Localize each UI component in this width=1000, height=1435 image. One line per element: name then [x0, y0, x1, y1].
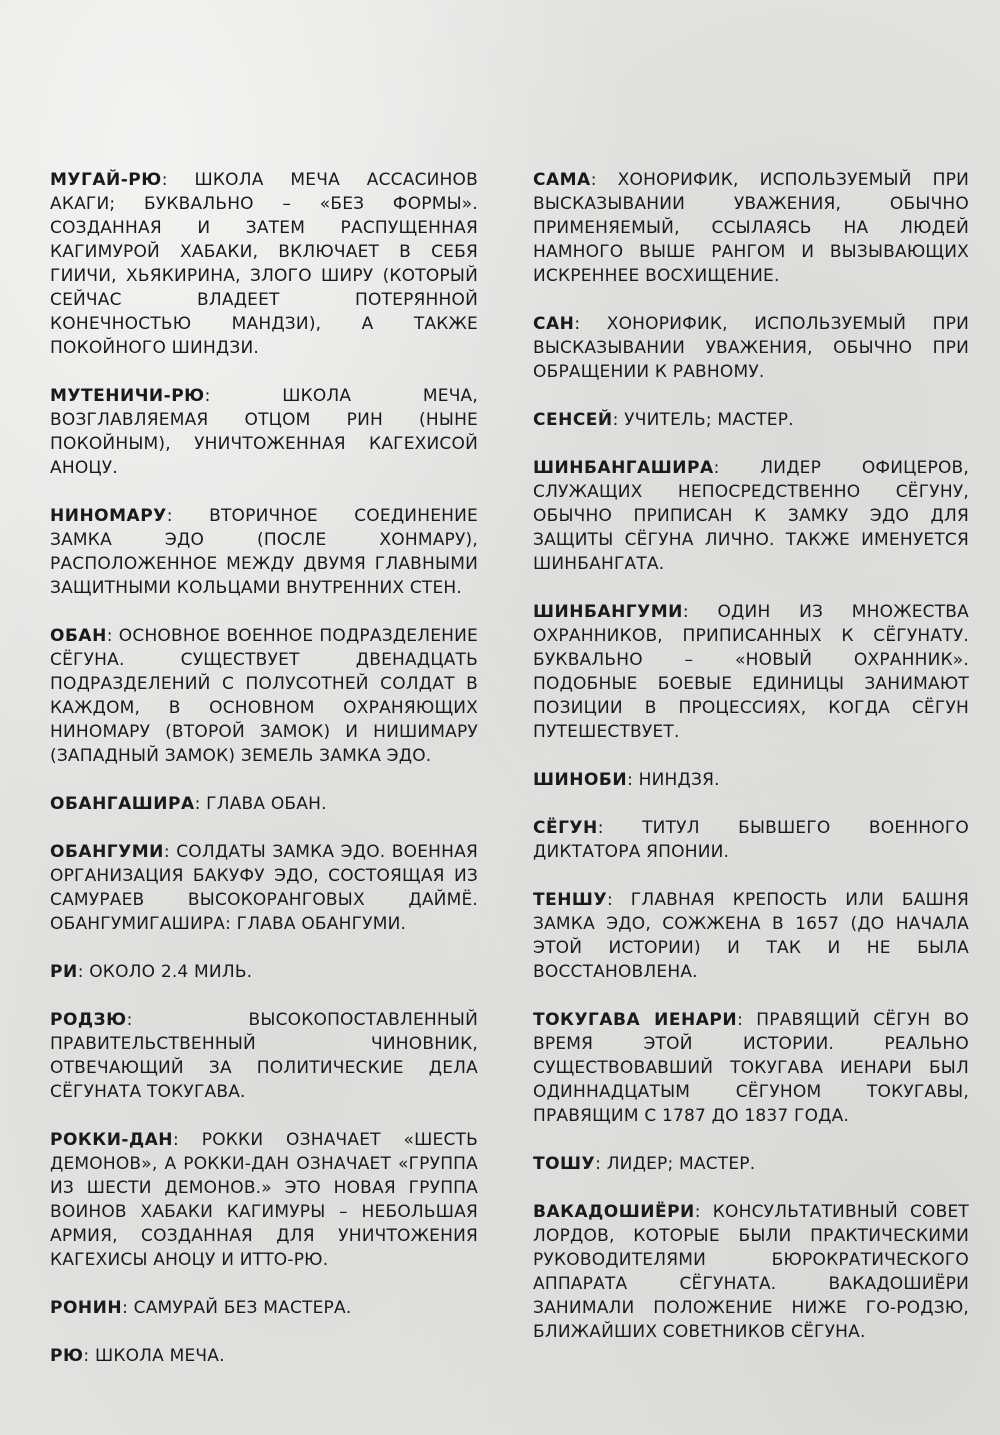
glossary-term: ВАКАДОШИЁРИ	[533, 1202, 695, 1222]
glossary-entry	[50, 1128, 478, 1272]
glossary-entry	[50, 1344, 478, 1368]
glossary-definition: : ХОНОРИФИК, ИСПОЛЬЗУЕМЫЙ ПРИ ВЫСКАЗЫВАНИИ УВАЖЕНИЯ, ОБЫЧНО ПРИ ОБРАЩЕНИИ К РАВНОМУ.	[533, 314, 969, 382]
glossary-definition: : ЛИДЕР ОФИЦЕРОВ, СЛУЖАЩИХ НЕПОСРЕДСТВЕННО СЁГУНУ, ОБЫЧНО ПРИПИСАН К ЗАМКУ ЭДО ДЛЯ ЗАЩИТЫ СЁГУНА ЛИЧНО. ТАКЖЕ ИМЕНУЕТСЯ ШИНБАНГАТА.	[533, 458, 969, 574]
glossary-left-column	[50, 168, 478, 1392]
glossary-definition: : ПРАВЯЩИЙ СЁГУН ВО ВРЕМЯ ЭТОЙ ИСТОРИИ. РЕАЛЬНО СУЩЕСТВОВАВШИЙ ТОКУГАВА ИЕНАРИ БЫЛ ОДИННАДЦАТЫМ СЁГУНОМ ТОКУГАВЫ, ПРАВЯЩИМ С 1787 ДО 1837 ГОДА.	[533, 1010, 969, 1126]
glossary-definition: : ХОНОРИФИК, ИСПОЛЬЗУЕМЫЙ ПРИ ВЫСКАЗЫВАНИИ УВАЖЕНИЯ, ОБЫЧНО ПРИМЕНЯЕМЫЙ, ССЫЛАЯСЬ НА ЛЮДЕЙ НАМНОГО ВЫШЕ РАНГОМ И ВЫЗЫВАЮЩИХ ИСКРЕННЕЕ ВОСХИЩЕНИЕ.	[533, 170, 969, 286]
glossary-term: РЮ	[50, 1346, 84, 1366]
glossary-entry	[533, 1152, 969, 1176]
glossary-term: РИ	[50, 962, 78, 982]
glossary-entry	[50, 792, 478, 816]
glossary-term: ШИНБАНГАШИРА	[533, 458, 714, 478]
glossary-entry	[50, 504, 478, 600]
glossary-definition: : ОКОЛО 2.4 МИЛЬ.	[77, 962, 253, 982]
glossary-term: СЕНСЕЙ	[533, 410, 613, 430]
glossary-term: ШИНОБИ	[533, 770, 628, 790]
glossary-definition: : ОДИН ИЗ МНОЖЕСТВА ОХРАННИКОВ, ПРИПИСАННЫХ К СЁГУНАТУ. БУКВАЛЬНО – «НОВЫЙ ОХРАННИК». ПОДОБНЫЕ БОЕВЫЕ ЕДИНИЦЫ ЗАНИМАЮТ ПОЗИЦИИ В ПРОЦЕССИЯХ, КОГДА СЁГУН ПУТЕШЕСТВУЕТ.	[533, 602, 969, 742]
glossary-entry	[533, 312, 969, 384]
glossary-definition: : КОНСУЛЬТАТИВНЫЙ СОВЕТ ЛОРДОВ, КОТОРЫЕ БЫЛИ ПРАКТИЧЕСКИМИ РУКОВОДИТЕЛЯМИ БЮРОКРАТИЧЕСКОГО АППАРАТА СЁГУНАТА. ВАКАДОШИЁРИ ЗАНИМАЛИ ПОЛОЖЕНИЕ НИЖЕ ГО-РОДЗЮ, БЛИЖАЙШИХ СОВЕТНИКОВ СЁГУНА.	[533, 1202, 969, 1342]
glossary-entry	[533, 768, 969, 792]
glossary-term: МУТЕНИЧИ-РЮ	[50, 386, 205, 406]
glossary-entry	[533, 408, 969, 432]
glossary-right-column	[533, 168, 969, 1368]
glossary-definition: : ЛИДЕР; МАСТЕР.	[595, 1154, 756, 1174]
glossary-entry	[533, 600, 969, 744]
glossary-entry	[50, 384, 478, 480]
glossary-term: ТЕНШУ	[533, 890, 608, 910]
glossary-definition: : ОСНОВНОЕ ВОЕННОЕ ПОДРАЗДЕЛЕНИЕ СЁГУНА. СУЩЕСТВУЕТ ДВЕНАДЦАТЬ ПОДРАЗДЕЛЕНИЙ С ПОЛУСОТНЕЙ СОЛДАТ В КАЖДОМ, В ОСНОВНОМ ОХРАНЯЮЩИХ НИНОМАРУ (ВТОРОЙ ЗАМОК) И НИШИМАРУ (ЗАПАДНЫЙ ЗАМОК) ЗЕМЕЛЬ ЗАМКА ЭДО.	[50, 626, 478, 766]
glossary-term: НИНОМАРУ	[50, 506, 167, 526]
glossary-entry	[533, 888, 969, 984]
glossary-entry	[533, 816, 969, 864]
glossary-entry	[50, 1296, 478, 1320]
glossary-entry	[50, 840, 478, 936]
glossary-entry	[50, 624, 478, 768]
glossary-term: РОНИН	[50, 1298, 123, 1318]
glossary-definition: : ШКОЛА МЕЧА, ВОЗГЛАВЛЯЕМАЯ ОТЦОМ РИН (НЫНЕ ПОКОЙНЫМ), УНИЧТОЖЕННАЯ КАГЕХИСОЙ АНОЦУ.	[50, 386, 478, 478]
glossary-definition: : НИНДЗЯ.	[627, 770, 720, 790]
glossary-term: ТОКУГАВА ИЕНАРИ	[533, 1010, 738, 1030]
glossary-term: РОДЗЮ	[50, 1010, 127, 1030]
glossary-entry	[50, 168, 478, 360]
glossary-definition: : САМУРАЙ БЕЗ МАСТЕРА.	[122, 1298, 352, 1318]
glossary-definition: : ВТОРИЧНОЕ СОЕДИНЕНИЕ ЗАМКА ЭДО (ПОСЛЕ ХОНМАРУ), РАСПОЛОЖЕННОЕ МЕЖДУ ДВУМЯ ГЛАВНЫМИ ЗАЩИТНЫМИ КОЛЬЦАМИ ВНУТРЕННИХ СТЕН.	[50, 506, 478, 598]
glossary-definition: : УЧИТЕЛЬ; МАСТЕР.	[612, 410, 794, 430]
glossary-definition: : ТИТУЛ БЫВШЕГО ВОЕННОГО ДИКТАТОРА ЯПОНИИ.	[533, 818, 969, 862]
glossary-entry	[533, 1008, 969, 1128]
glossary-term: ОБАНГУМИ	[50, 842, 164, 862]
glossary-entry	[533, 1200, 969, 1344]
glossary-definition: : РОККИ ОЗНАЧАЕТ «ШЕСТЬ ДЕМОНОВ», А РОККИ-ДАН ОЗНАЧАЕТ «ГРУППА ИЗ ШЕСТИ ДЕМОНОВ.» ЭТО НОВАЯ ГРУППА ВОИНОВ ХАБАКИ КАГИМУРЫ – НЕБОЛЬШАЯ АРМИЯ, СОЗДАННАЯ ДЛЯ УНИЧТОЖЕНИЯ КАГЕХИСЫ АНОЦУ И ИТТО-РЮ.	[50, 1130, 478, 1270]
glossary-entry	[533, 456, 969, 576]
glossary-term: САМА	[533, 170, 591, 190]
glossary-definition: : ШКОЛА МЕЧА АССАСИНОВ АКАГИ; БУКВАЛЬНО – «БЕЗ ФОРМЫ». СОЗДАННАЯ И ЗАТЕМ РАСПУЩЕННАЯ КАГИМУРОЙ ХАБАКИ, ВКЛЮЧАЕТ В СЕБЯ ГИИЧИ, ХЬЯКИРИНА, ЗЛОГО ШИРУ (КОТОРЫЙ СЕЙЧАС ВЛАДЕЕТ ПОТЕРЯННОЙ КОНЕЧНОСТЬЮ МАНДЗИ), А ТАКЖЕ ПОКОЙНОГО ШИНДЗИ.	[50, 170, 478, 358]
glossary-term: ШИНБАНГУМИ	[533, 602, 683, 622]
glossary-entry	[50, 1008, 478, 1104]
glossary-term: МУГАЙ-РЮ	[50, 170, 162, 190]
glossary-definition: : ГЛАВА ОБАН.	[194, 794, 327, 814]
glossary-definition: : ВЫСОКОПОСТАВЛЕННЫЙ ПРАВИТЕЛЬСТВЕННЫЙ ЧИНОВНИК, ОТВЕЧАЮЩИЙ ЗА ПОЛИТИЧЕСКИЕ ДЕЛА СЁГУНАТА ТОКУГАВА.	[50, 1010, 478, 1102]
glossary-term: САН	[533, 314, 575, 334]
glossary-term: РОККИ-ДАН	[50, 1130, 174, 1150]
glossary-definition: : ГЛАВНАЯ КРЕПОСТЬ ИЛИ БАШНЯ ЗАМКА ЭДО, СОЖЖЕНА В 1657 (ДО НАЧАЛА ЭТОЙ ИСТОРИИ) И ТАК И НЕ БЫЛА ВОССТАНОВЛЕНА.	[533, 890, 969, 982]
glossary-entry	[50, 960, 478, 984]
glossary-entry	[533, 168, 969, 288]
glossary-term: ТОШУ	[533, 1154, 596, 1174]
glossary-term: ОБАН	[50, 626, 107, 646]
glossary-term: СЁГУН	[533, 818, 598, 838]
glossary-definition: : ШКОЛА МЕЧА.	[83, 1346, 225, 1366]
glossary-term: ОБАНГАШИРА	[50, 794, 195, 814]
glossary-definition: : СОЛДАТЫ ЗАМКА ЭДО. ВОЕННАЯ ОРГАНИЗАЦИЯ БАКУФУ ЭДО, СОСТОЯЩАЯ ИЗ САМУРАЕВ ВЫСОКОРАНГОВЫХ ДАЙМЁ. ОБАНГУМИГАШИРА: ГЛАВА ОБАНГУМИ.	[50, 842, 478, 934]
